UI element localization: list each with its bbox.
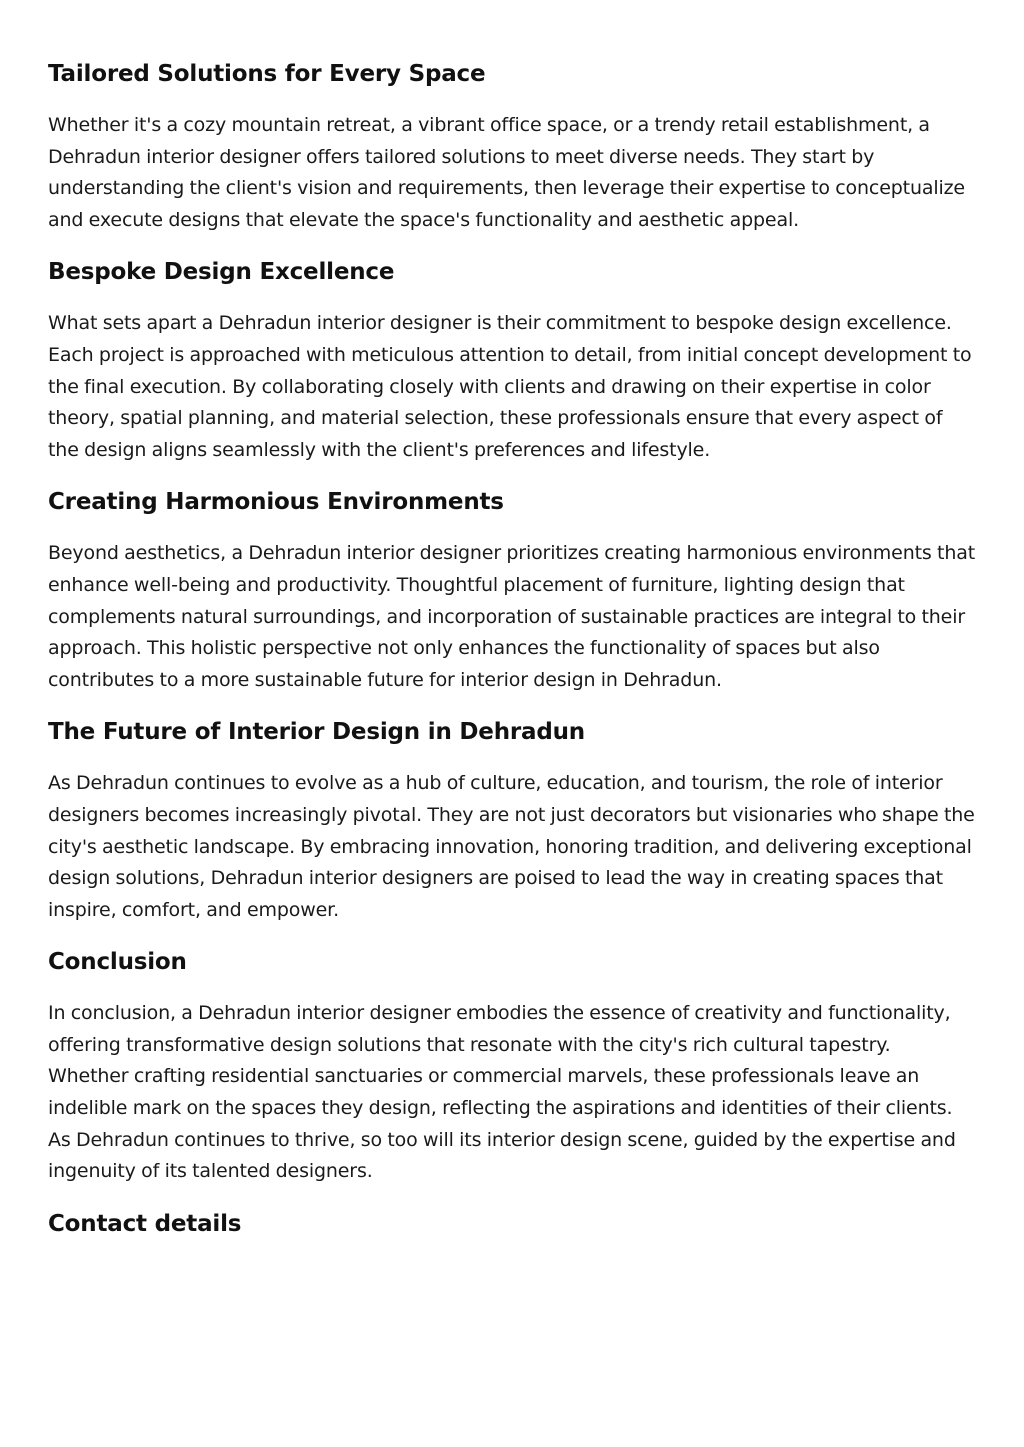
section-heading: Conclusion	[48, 949, 187, 976]
section-paragraph: Whether it's a cozy mountain retreat, a vibrant office space, or a trendy retail establishment, a Dehradun interior designer offers tailored solutions to meet diverse needs. They start by understanding the client's vision and requirements, then leverage their expertise to conceptualize and execute designs that elevate the space's functionality and aesthetic appeal.	[48, 114, 965, 231]
section-bespoke-design	[48, 256, 976, 466]
section-heading: Tailored Solutions for Every Space	[48, 61, 486, 87]
section-contact-details	[48, 1208, 976, 1240]
section-future-of-design	[48, 716, 976, 926]
section-paragraph: What sets apart a Dehradun interior designer is their commitment to bespoke design excellence. Each project is approached with meticulous attention to detail, from initial concept development to the final execution. By collaborating closely with clients and drawing on their expertise in color theory, spatial planning, and material selection, these professionals ensure that every aspect of the design aligns seamlessly with the client's preferences and lifestyle.	[48, 312, 972, 461]
section-conclusion	[48, 946, 976, 1188]
section-paragraph: Beyond aesthetics, a Dehradun interior designer prioritizes creating harmonious environments that enhance well-being and productivity. Thoughtful placement of furniture, lighting design that complements natural surroundings, and incorporation of sustainable practices are integral to their approach. This holistic perspective not only enhances the functionality of spaces but also contributes to a more sustainable future for interior design in Dehradun.	[48, 542, 976, 691]
section-heading: Creating Harmonious Environments	[48, 489, 504, 516]
section-harmonious-environments	[48, 486, 976, 696]
section-tailored-solutions	[48, 58, 976, 236]
section-paragraph: In conclusion, a Dehradun interior designer embodies the essence of creativity and functionality, offering transformative design solutions that resonate with the city's rich cultural tapestry. Whether crafting residential sanctuaries or commercial marvels, these professionals leave an indelible mark on the spaces they design, reflecting the aspirations and identities of their clients. As Dehradun continues to thrive, so too will its interior design scene, guided by the expertise and ingenuity of its talented designers.	[48, 1002, 956, 1183]
section-paragraph: As Dehradun continues to evolve as a hub of culture, education, and tourism, the role of interior designers becomes increasingly pivotal. They are not just decorators but visionaries who shape the city's aesthetic landscape. By embracing innovation, honoring tradition, and delivering exceptional design solutions, Dehradun interior designers are poised to lead the way in creating spaces that inspire, comfort, and empower.	[48, 772, 975, 921]
contact-heading: Contact details	[48, 1210, 242, 1237]
section-heading: Bespoke Design Excellence	[48, 259, 395, 286]
section-heading: The Future of Interior Design in Dehradun	[48, 719, 585, 746]
